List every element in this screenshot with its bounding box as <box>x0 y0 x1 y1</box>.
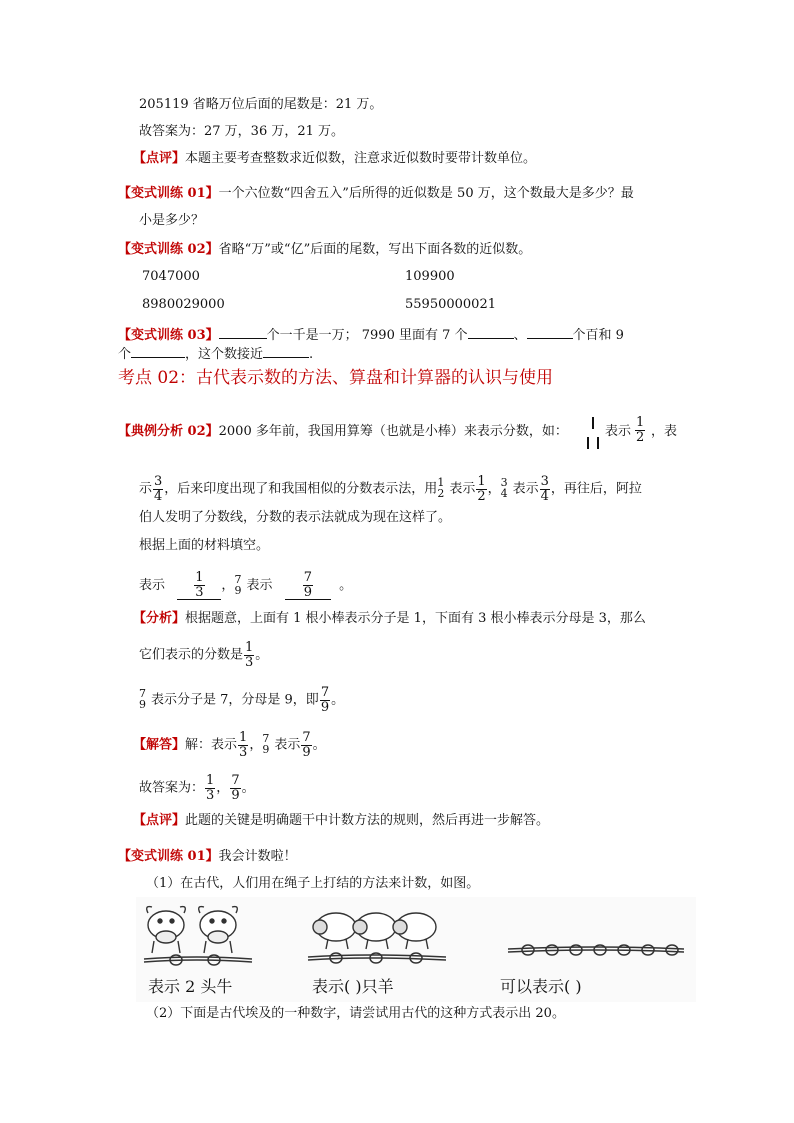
answer-blank-seven-ninths[interactable]: $\frac{7}{9}$ <box>285 571 331 600</box>
indian-fraction-seven-nine: 7 9 <box>262 732 270 757</box>
comment-tag: 【点评】 <box>133 813 186 828</box>
analysis-line1: 【分析】根据题意，上面有 1 根小棒表示分子是 1，下面有 3 根小棒表示分母是 3，那么 <box>133 611 646 626</box>
fraction-one-third: $\frac{1}{3}$ <box>245 640 254 670</box>
fill-blank[interactable] <box>131 344 185 358</box>
number-item: 55950000021 <box>405 297 496 312</box>
example-text: 表示 <box>605 424 632 439</box>
fraction-seven-ninths: $\frac{7}{9}$ <box>302 730 311 760</box>
section-heading: 考点 02：古代表示数的方法、算盘和计算器的认识与使用 <box>118 368 554 388</box>
counting-rod-icon <box>585 415 601 451</box>
example-line2: 示 $\frac{3}{4}$ ，后来印度出现了和我国相似的分数表示法，用 1 2 表示 $\frac{1}{2}$ ， 3 4 表示 $\frac{3}{4}$ ，再往后，阿拉 <box>139 474 642 504</box>
practice-03-text: 个百和 9 <box>572 328 624 343</box>
answer-blank-one-third[interactable]: $\frac{1}{3}$ <box>177 571 221 600</box>
caption-cows: 表示 2 头牛 <box>148 977 233 996</box>
solution-line: 【解答】解：表示 $\frac{1}{3}$ ， 7 9 表示 $\frac{7}{9}$ 。 <box>133 730 326 760</box>
comment-text: 本题主要考查整数求近似数，注意求近似数时要带计数单位。 <box>185 151 537 166</box>
example-line5: 表示 $\frac{1}{3}$ ， 7 9 表示 $\frac{7}{9}$ 。 <box>139 570 353 600</box>
fill-blank[interactable] <box>527 325 573 339</box>
fraction-one-half: $\frac{1}{2}$ <box>636 415 645 445</box>
practice-02-tag: 【变式训练 02】 <box>118 242 219 257</box>
fraction-one-third: $\frac{1}{3}$ <box>206 773 215 803</box>
practice-02-text: 省略“万”或“亿”后面的尾数，写出下面各数的近似数。 <box>218 242 532 257</box>
fraction-one-third: $\frac{1}{3}$ <box>239 730 248 760</box>
question-1: （1）在古代，人们用在绳子上打结的方法来计数，如图。 <box>146 876 480 891</box>
practice-03-text: ，这个数接近 <box>185 347 264 362</box>
fraction-seven-ninths: $\frac{7}{9}$ <box>231 773 240 803</box>
practice-line: 【变式训练 01】我会计数啦！ <box>118 849 297 864</box>
example-tag: 【典例分析 02】 <box>118 424 219 439</box>
answer-line: 故答案为：27 万，36 万，21 万。 <box>139 124 345 139</box>
fill-blank[interactable] <box>263 344 309 358</box>
answer-line: 故答案为： $\frac{1}{3}$ ， $\frac{7}{9}$ 。 <box>139 773 255 803</box>
number-item: 8980029000 <box>142 297 225 312</box>
practice-02-line <box>118 242 531 258</box>
comment-line: 【点评】此题的关键是明确题干中计数方法的规则，然后再进一步解答。 <box>133 813 550 828</box>
practice-03-text: . <box>309 347 314 362</box>
practice-03-text: 、 <box>513 328 527 343</box>
fraction-three-quarters: $\frac{3}{4}$ <box>540 474 549 504</box>
indian-fraction-three-four: 3 4 <box>500 476 508 501</box>
practice-01-tag: 【变式训练 01】 <box>118 186 219 201</box>
practice-03-line2 <box>118 344 313 363</box>
example-text: 2000 多年前，我国用算筹（也就是小棒）来表示分数，如： <box>218 424 568 439</box>
practice-01-line1 <box>118 186 634 202</box>
example-line3: 伯人发明了分数线，分数的表示法就成为现在这样了。 <box>139 510 452 525</box>
indian-fraction-seven-nine: 7 9 <box>139 687 146 712</box>
comment-line <box>133 151 536 167</box>
number-item: 109900 <box>405 269 455 284</box>
number-item: 7047000 <box>142 269 200 284</box>
fraction-three-quarters: $\frac{3}{4}$ <box>154 474 163 504</box>
indian-fraction-one-two: 1 2 <box>437 476 445 501</box>
example-line1c: ，表 <box>651 424 678 439</box>
practice-01-text: 一个六位数“四舍五入”后所得的近似数是 50 万，这个数最大是多少？最 <box>218 186 634 201</box>
practice-03-text: 个一千是一万； 7990 里面有 7 个 <box>266 328 468 343</box>
question-2: （2）下面是古代埃及的一种数字，请尝试用古代的这种方式表示出 20。 <box>146 1006 565 1021</box>
example-line1 <box>118 424 568 440</box>
practice-03-text: 个 <box>118 347 132 362</box>
solution-tag: 【解答】 <box>133 737 186 753</box>
practice-03-tag: 【变式训练 03】 <box>118 328 219 343</box>
caption-rope: 可以表示( ) <box>500 977 582 996</box>
analysis-line3: 7 9 表示分子是 7，分母是 9，即 $\frac{7}{9}$ 。 <box>139 685 345 715</box>
fraction-one-half: $\frac{1}{2}$ <box>477 474 486 504</box>
comment-tag: 【点评】 <box>133 151 186 166</box>
analysis-line2: 它们表示的分数是 $\frac{1}{3}$ 。 <box>139 640 269 670</box>
practice-03-line1 <box>118 325 624 344</box>
practice-tag: 【变式训练 01】 <box>118 849 219 864</box>
fill-blank[interactable] <box>219 325 267 339</box>
fraction-seven-ninths: $\frac{7}{9}$ <box>320 685 330 715</box>
example-line1b <box>605 424 631 440</box>
example-line4: 根据上面的材料填空。 <box>139 538 270 553</box>
practice-01-line2: 小是多少？ <box>139 213 205 228</box>
fill-blank[interactable] <box>468 325 514 339</box>
analysis-tag: 【分析】 <box>133 611 186 626</box>
indian-fraction-seven-nine: 7 9 <box>234 572 242 597</box>
text-line: 205119 省略万位后面的尾数是：21 万。 <box>139 97 383 112</box>
caption-sheep: 表示( )只羊 <box>312 977 394 996</box>
